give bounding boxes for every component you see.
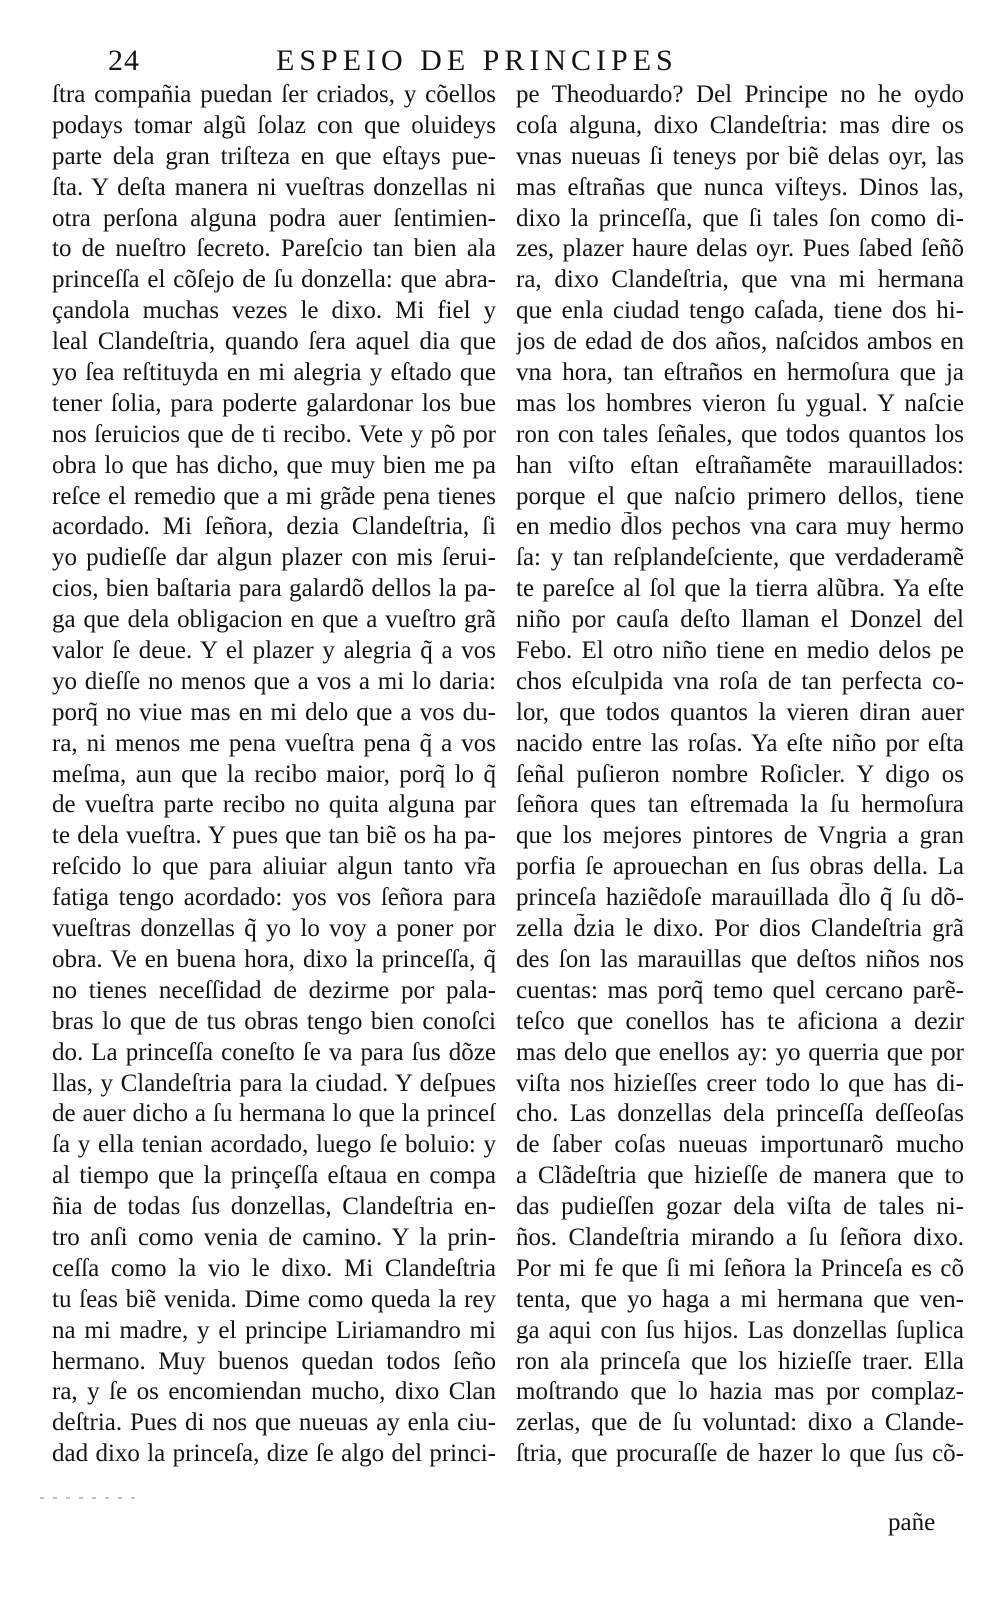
text-line: lor, que todos quantos la vieren diran auer	[516, 698, 964, 726]
text-line: ga que dela obligacion en que a vueſtro grã	[52, 606, 496, 634]
text-line: han viſto eſtan eſtrañamẽte marauillados:	[516, 451, 964, 479]
text-line: ga aqui con ſus hijos. Las donzellas ſuplica	[516, 1316, 964, 1344]
running-title: ESPEIO DE PRINCIPES	[276, 44, 678, 77]
text-line: Febo. El otro niño tiene en medio delos pe	[516, 637, 964, 665]
text-line: deſtria. Pues di nos que nueuas ay enla ciu-	[52, 1409, 496, 1437]
text-line: a Clãdeſtria que hizieſſe de manera que to	[516, 1162, 964, 1190]
text-line: das pudieſſen gozar dela viſta de tales ni-	[516, 1193, 964, 1221]
text-line: yo ſea reſtituyda en mi alegria y eſtado que	[52, 359, 496, 387]
text-line: porfia ſe aprouechan en ſus obras della. La	[516, 853, 964, 881]
right-text-column	[516, 80, 964, 1470]
text-line: yo pudieſſe dar algun plazer con mis ſerui-	[52, 544, 496, 572]
catchword: pañe	[888, 1509, 936, 1536]
text-line: tener ſolia, para poderte galardonar los bue	[52, 389, 496, 417]
text-line: al tiempo que la prinçeſſa eſtaua en compa	[52, 1162, 496, 1190]
text-line: tenta, que yo haga a mi hermana que ven-	[516, 1285, 964, 1313]
text-line: do. La princeſſa coneſto ſe va para ſus dõze	[52, 1038, 496, 1066]
text-line: obra. Ve en buena hora, dixo la princeſſa, q̃	[52, 945, 496, 973]
text-line: ſtra compañia puedan ſer criados, y cõellos	[52, 81, 496, 108]
text-line: moſtrando que lo hazia mas por complaz-	[516, 1378, 964, 1406]
text-line: na mi madre, y el principe Liriamandro mi	[52, 1316, 496, 1344]
text-line: ron con tales ſeñales, que todos quantos los	[516, 420, 964, 448]
text-line: ſeñal puſieron nombre Roſicler. Y digo os	[516, 760, 964, 788]
text-line: hermano. Muy buenos quedan todos ſeño	[52, 1347, 496, 1375]
text-line: reſcido lo que para aliuiar algun tanto vr̃a	[52, 853, 496, 881]
text-line: que enla ciudad tengo caſada, tiene dos hi-	[516, 297, 964, 325]
text-line: meſma, aun que la recibo maior, porq̃ lo q̃	[52, 760, 496, 788]
text-line: mas eſtrañas que nunca viſteys. Dinos las,	[516, 173, 964, 201]
text-line: ſa: y tan reſplandeſciente, que verdaderamẽ	[516, 544, 964, 572]
text-line: tro anſi como venia de camino. Y la prin-	[52, 1223, 496, 1251]
text-line: de vueſtra parte recibo no quita alguna par	[52, 791, 496, 819]
text-line: ra, ni menos me pena vueſtra pena q̃ a vos	[52, 729, 496, 757]
text-line: coſa alguna, dixo Clandeſtria: mas dire os	[516, 111, 964, 139]
text-line: nacido entre las roſas. Ya eſte niño por eſta	[516, 729, 964, 757]
text-line: vnas nueuas ſi teneys por biẽ delas oyr, las	[516, 142, 964, 170]
text-line: podays tomar algũ ſolaz con que oluideys	[52, 111, 496, 139]
text-line: zella d̃zia le dixo. Por dios Clandeſtria grã	[516, 915, 964, 943]
text-line: de ſaber coſas nueuas importunarõ mucho	[516, 1131, 964, 1159]
text-line: tu ſeas biẽ venida. Dime como queda la rey	[52, 1285, 496, 1313]
text-line: no tienes neceſſidad de dezirme por pala-	[52, 976, 496, 1004]
text-line: mas delo que enellos ay: yo querria que por	[516, 1038, 964, 1066]
text-line: ra, y ſe os encomiendan mucho, dixo Clan	[52, 1378, 496, 1406]
printer-marks	[40, 1486, 240, 1506]
text-line: ron ala princeſa que los hizieſſe traer. Ella	[516, 1347, 964, 1375]
text-line: valor ſe deue. Y el plazer y alegria q̃ a vos	[52, 637, 496, 665]
text-line: te dela vueſtra. Y pues que tan biẽ os ha pa-	[52, 822, 496, 850]
text-line: chos eſculpida vna roſa de tan perfecta co-	[516, 667, 964, 695]
text-line: ños. Clandeſtria mirando a ſu ſeñora dixo.	[516, 1223, 964, 1251]
text-line: cho. Las donzellas dela princeſſa deſſeoſas	[516, 1100, 964, 1128]
text-line: cuentas: mas porq̃ temo quel cercano parẽ-	[516, 976, 964, 1004]
text-line: çandola muchas vezes le dixo. Mi fiel y	[52, 297, 496, 325]
text-line: to de nueſtro ſecreto. Pareſcio tan bien ala	[52, 235, 496, 263]
text-line: princeſa haziẽdoſe marauillada d̃lo q̃ ſu dõ-	[516, 884, 964, 912]
text-line: llas, y Clandeſtria para la ciudad. Y deſpues	[52, 1069, 496, 1097]
text-line: des ſon las marauillas que deſtos niños nos	[516, 945, 964, 973]
text-line: Por mi fe que ſi mi ſeñora la Princeſa es cõ	[516, 1254, 964, 1282]
text-line: pe Theoduardo? Del Principe no he oydo	[516, 81, 964, 108]
text-line: parte dela gran triſteza en que eſtays pue-	[52, 142, 496, 170]
text-line: nos ſeruicios que de ti recibo. Vete y põ por	[52, 420, 496, 448]
text-line: que los mejores pintores de Vngria a gran	[516, 822, 964, 850]
text-line: viſta nos hizieſſes creer todo lo que has di-	[516, 1069, 964, 1097]
text-line: zes, plazer haure delas oyr. Pues ſabed ſeñõ	[516, 235, 964, 263]
text-line: acordado. Mi ſeñora, dezia Clandeſtria, ſi	[52, 513, 496, 541]
text-line: jos de edad de dos años, naſcidos ambos en	[516, 328, 964, 356]
text-line: porque el que naſcio primero dellos, tiene	[516, 482, 964, 510]
text-line: en medio d̃los pechos vna cara muy hermo	[516, 513, 964, 541]
text-line: vueſtras donzellas q̃ yo lo voy a poner por	[52, 915, 496, 943]
text-line: fatiga tengo acordado: yos vos ſeñora para	[52, 884, 496, 912]
text-line: obra lo que has dicho, que muy bien me pa	[52, 451, 496, 479]
text-line: vna hora, tan eſtraños en hermoſura que ja	[516, 359, 964, 387]
text-line: ñia de todas ſus donzellas, Clandeſtria en-	[52, 1193, 496, 1221]
left-text-column	[40, 80, 496, 1470]
text-line: teſco que conellos has te aficiona a dezir	[516, 1007, 964, 1035]
text-line: leal Clandeſtria, quando ſera aquel dia que	[52, 328, 496, 356]
text-line: ceſſa como la vio le dixo. Mi Clandeſtria	[52, 1254, 496, 1282]
text-line: bras lo que de tus obras tengo bien conoſci	[52, 1007, 496, 1035]
text-line: ra, dixo Clandeſtria, que vna mi hermana	[516, 266, 964, 294]
text-line: princeſſa el cõſejo de ſu donzella: que abra-	[52, 266, 496, 294]
text-line: ſa y ella tenian acordado, luego ſe boluio: y	[52, 1131, 496, 1159]
text-line: niño por cauſa deſto llaman el Donzel del	[516, 606, 964, 634]
text-line: porq̃ no viue mas en mi delo que a vos du-	[52, 698, 496, 726]
text-line: de auer dicho a ſu hermana lo que la princeſ	[52, 1100, 496, 1128]
text-line: ſtria, que procuraſſe de hazer lo que ſus cõ-	[516, 1440, 964, 1468]
page-header	[0, 44, 1000, 84]
text-line: yo dieſſe no menos que a vos a mi lo daria:	[52, 667, 496, 695]
text-line: reſce el remedio que a mi grãde pena tienes	[52, 482, 496, 510]
page-number: 24	[108, 44, 140, 77]
text-line: cios, bien baſtaria para galardõ dellos la pa-	[52, 575, 496, 603]
text-line: ſta. Y deſta manera ni vueſtras donzellas ni	[52, 173, 496, 201]
text-line: te pareſce al ſol que la tierra alũbra. Ya eſte	[516, 575, 964, 603]
text-line: dad dixo la princeſa, dize ſe algo del princi-	[52, 1440, 496, 1468]
text-line: zerlas, que de ſu voluntad: dixo a Clande-	[516, 1409, 964, 1437]
text-line: otra perſona alguna podra auer ſentimien-	[52, 204, 496, 232]
text-line: mas los hombres vieron ſu ygual. Y naſcie	[516, 389, 964, 417]
text-line: ſeñora ques tan eſtremada la ſu hermoſura	[516, 791, 964, 819]
text-line: dixo la princeſſa, que ſi tales ſon como di-	[516, 204, 964, 232]
